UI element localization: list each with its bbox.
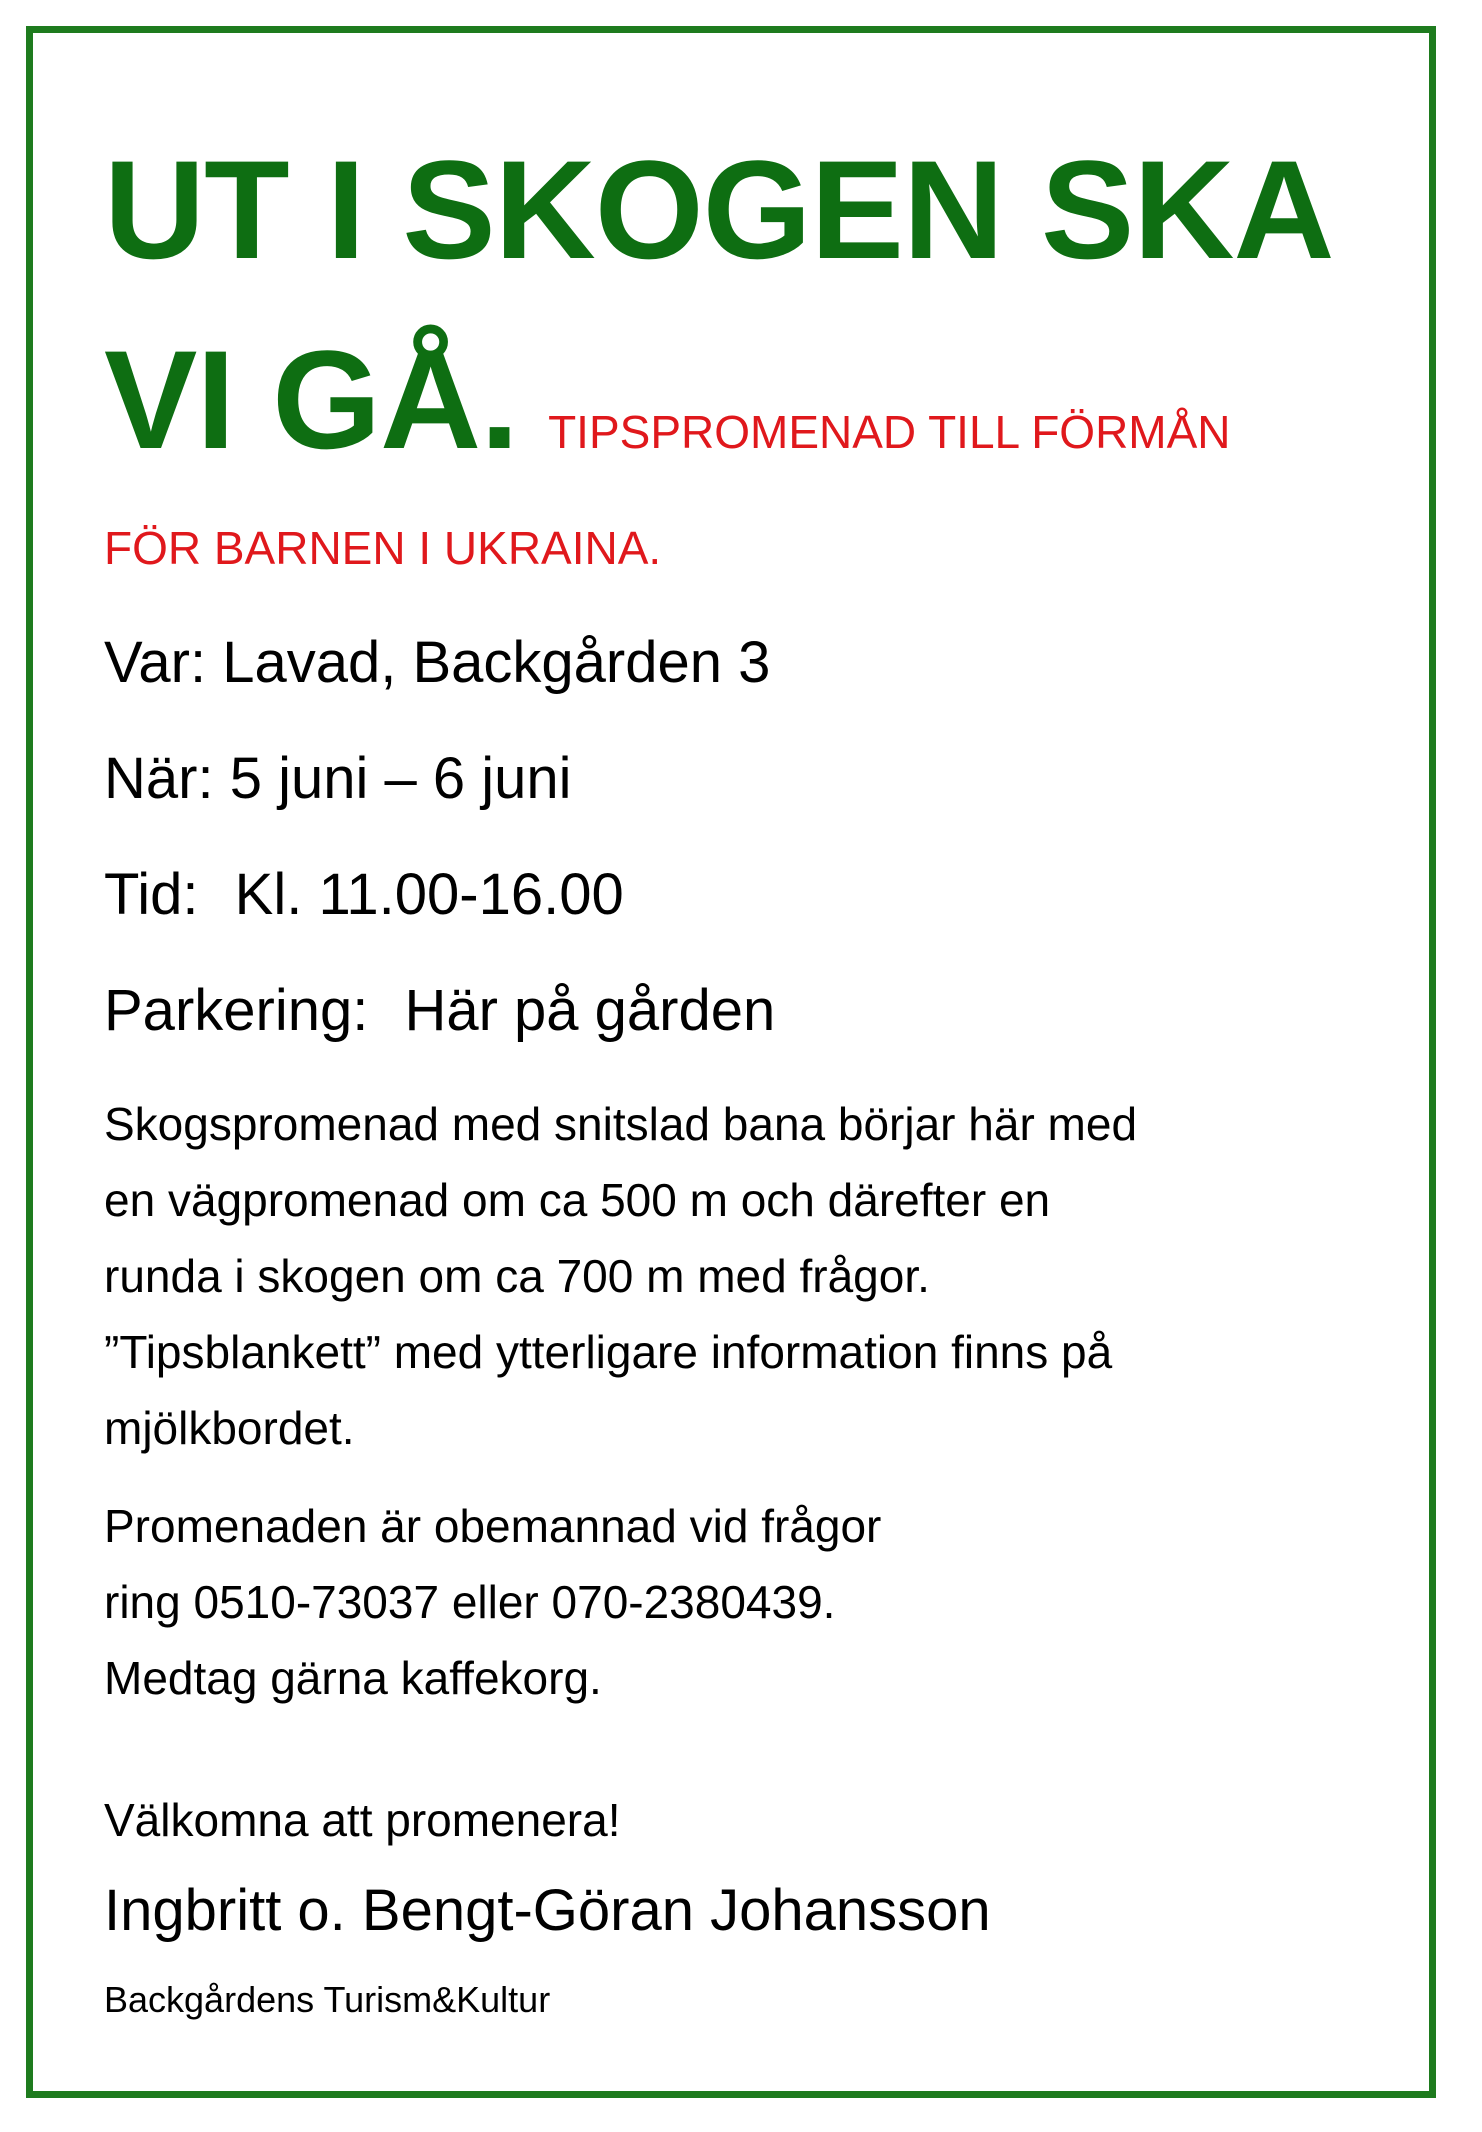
- description-line: en vägpromenad om ca 500 m och därefter en: [104, 1174, 1051, 1226]
- description-line: mjölkbordet.: [104, 1402, 355, 1454]
- date-value: 5 juni – 6 juni: [229, 746, 572, 811]
- contact-line: ring 0510-73037 eller 070-2380439.: [104, 1576, 836, 1628]
- contact-line: Medtag gärna kaffekorg.: [104, 1652, 602, 1704]
- location-label: Var:: [104, 630, 207, 695]
- organization-name: Backgårdens Turism&Kultur: [104, 1979, 551, 2020]
- description-line: Skogspromenad med snitslad bana börjar här med: [104, 1098, 1138, 1150]
- signature: Ingbritt o. Bengt-Göran Johansson: [104, 1878, 991, 1943]
- parking-label: Parkering:: [104, 978, 369, 1043]
- parking-value: Här på gården: [404, 978, 776, 1043]
- subtitle-part-1: TIPSPROMENAD TILL FÖRMÅN: [548, 406, 1231, 458]
- welcome-text: Välkomna att promenera!: [104, 1794, 621, 1846]
- headline-line-2: [104, 321, 1231, 502]
- time-row: [104, 860, 624, 930]
- headline-line-2-text: VI GÅ.: [104, 321, 519, 478]
- description-paragraph: [104, 1086, 1137, 1466]
- date-row: [104, 744, 572, 814]
- contact-line: Promenaden är obemannad vid frågor: [104, 1500, 882, 1552]
- description-line: runda i skogen om ca 700 m med frågor.: [104, 1250, 930, 1302]
- location-value: Lavad, Backgården 3: [222, 630, 771, 695]
- subtitle-part-2: FÖR BARNEN I UKRAINA.: [104, 522, 662, 574]
- parking-row: [104, 976, 775, 1046]
- time-value: Kl. 11.00-16.00: [234, 862, 624, 927]
- contact-paragraph: [104, 1488, 881, 1716]
- location-row: [104, 628, 770, 698]
- headline-line-1: UT I SKOGEN SKA: [104, 131, 1334, 288]
- description-line: ”Tipsblankett” med ytterligare information finns på: [104, 1326, 1113, 1378]
- time-label: Tid:: [104, 862, 199, 927]
- date-label: När:: [104, 746, 214, 811]
